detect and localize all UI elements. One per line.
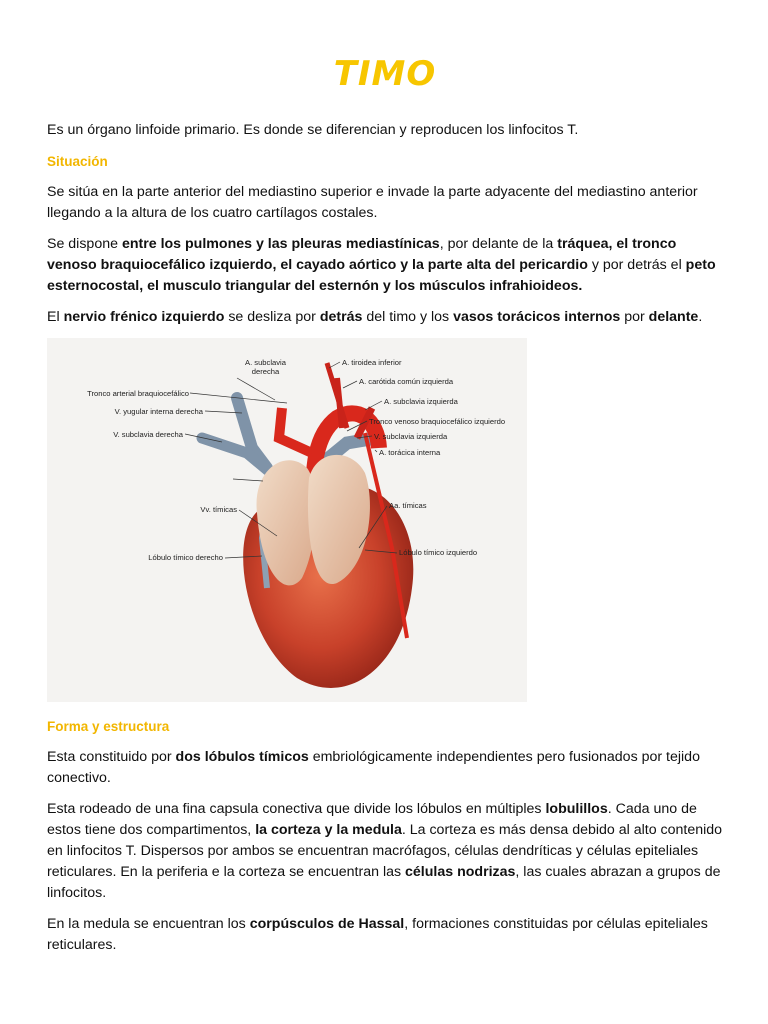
section-heading-forma: Forma y estructura — [47, 719, 170, 734]
label-carotida-izquierda: A. carótida común izquierda — [359, 377, 454, 386]
artery-subclavia-right — [279, 408, 312, 453]
bold-text-run: dos lóbulos tímicos — [175, 749, 309, 765]
label-subclavia-derecha: A. subclavia derecha — [245, 358, 286, 376]
label-tronco-venoso-izquierdo: Tronco venoso braquiocefálico izquierdo — [369, 417, 506, 426]
text-run: , por delante de la — [439, 236, 558, 252]
forma-paragraph-1 — [47, 747, 723, 789]
page-title: TIMO — [333, 54, 437, 94]
bold-text-run: lobulillos — [545, 801, 608, 817]
bold-text-run: vasos torácicos internos — [453, 309, 621, 325]
label-lobulo-derecho: Lóbulo tímico derecho — [148, 553, 223, 562]
situacion-paragraph-1: Se sitúa en la parte anterior del mediastino superior e invade la parte adyacente del mediastino anterior llegando a la altura de los cuatro cartílagos costales. — [47, 184, 698, 221]
text-run: En la medula se encuentran los — [47, 916, 250, 932]
label-vv-timicas: Vv. tímicas — [200, 505, 237, 514]
bold-text-run: corpúsculos de Hassal — [249, 916, 405, 932]
bold-text-run: delante — [648, 309, 699, 325]
text-run: del timo y los — [362, 309, 454, 325]
forma-paragraph-2 — [47, 799, 723, 904]
section-heading-situacion: Situación — [47, 154, 108, 169]
label-lobulo-izquierdo: Lóbulo tímico izquierdo — [399, 548, 478, 557]
bold-text-run: células nodrizas — [405, 864, 516, 880]
text-run: Se dispone — [47, 236, 122, 252]
label-tiroidea-inferior: A. tiroidea inferior — [342, 358, 402, 367]
bold-text-run: tráquea, el tronco venoso braquiocefálico izquierdo, el cayado aórtico y la parte alta del pericardio — [47, 236, 677, 273]
label-yugular-derecha: V. yugular interna derecha — [114, 407, 203, 416]
label-a-toracica-interna: A. torácica interna — [379, 448, 441, 457]
text-run: . La corteza es más densa debido al alto contenido en linfocitos T. Dispersos por ambos se encuentran macrófagos, células dendríticas y células epiteliales reticulares. En la periferia e la corteza se encuentran las — [47, 822, 723, 880]
thymus-anatomy-figure — [47, 338, 527, 702]
text-run: , las cuales abrazan a grupos de linfocitos. — [47, 864, 721, 901]
bold-text-run: nervio frénico izquierdo — [63, 309, 225, 325]
forma-paragraph-3 — [47, 914, 723, 956]
bold-text-run: detrás — [319, 309, 363, 325]
text-run: Esta constituido por — [47, 749, 176, 765]
text-run: . Cada uno de estos tiene dos compartimentos, — [47, 801, 697, 838]
text-run: El — [47, 309, 64, 325]
text-run: por — [620, 309, 649, 325]
document-page — [47, 52, 723, 966]
text-run: , formaciones constituidas por células epiteliales reticulares. — [47, 916, 708, 953]
bold-text-run: la corteza y la medula — [255, 822, 402, 838]
label-v-subclavia-derecha: V. subclavia derecha — [113, 430, 183, 439]
bold-text-run: entre los pulmones y las pleuras mediastínicas — [121, 236, 440, 252]
label-v-subclavia-izquierda: V. subclavia izquierda — [374, 432, 448, 441]
text-run: y por detrás el — [587, 257, 686, 273]
intro-paragraph: Es un órgano linfoide primario. Es donde se diferencian y reproducen los linfocitos T. — [47, 122, 579, 138]
situacion-paragraph-3 — [47, 307, 723, 328]
text-run: embriológicamente independientes pero fusionados por tejido conectivo. — [47, 749, 700, 786]
text-run: . — [698, 309, 703, 325]
label-aa-timicas: Aa. tímicas — [389, 501, 427, 510]
label-subclavia-izquierda: A. subclavia izquierda — [384, 397, 458, 406]
text-run: Esta rodeado de una fina capsula conectiva que divide los lóbulos en múltiples — [47, 801, 546, 817]
bold-text-run: peto esternocostal, el musculo triangular del esternón y los músculos infrahioideos. — [47, 257, 716, 294]
label-tronco-braquiocefalico: Tronco arterial braquiocefálico — [87, 389, 189, 398]
situacion-paragraph-2 — [47, 234, 723, 297]
text-run: se desliza por — [224, 309, 320, 325]
